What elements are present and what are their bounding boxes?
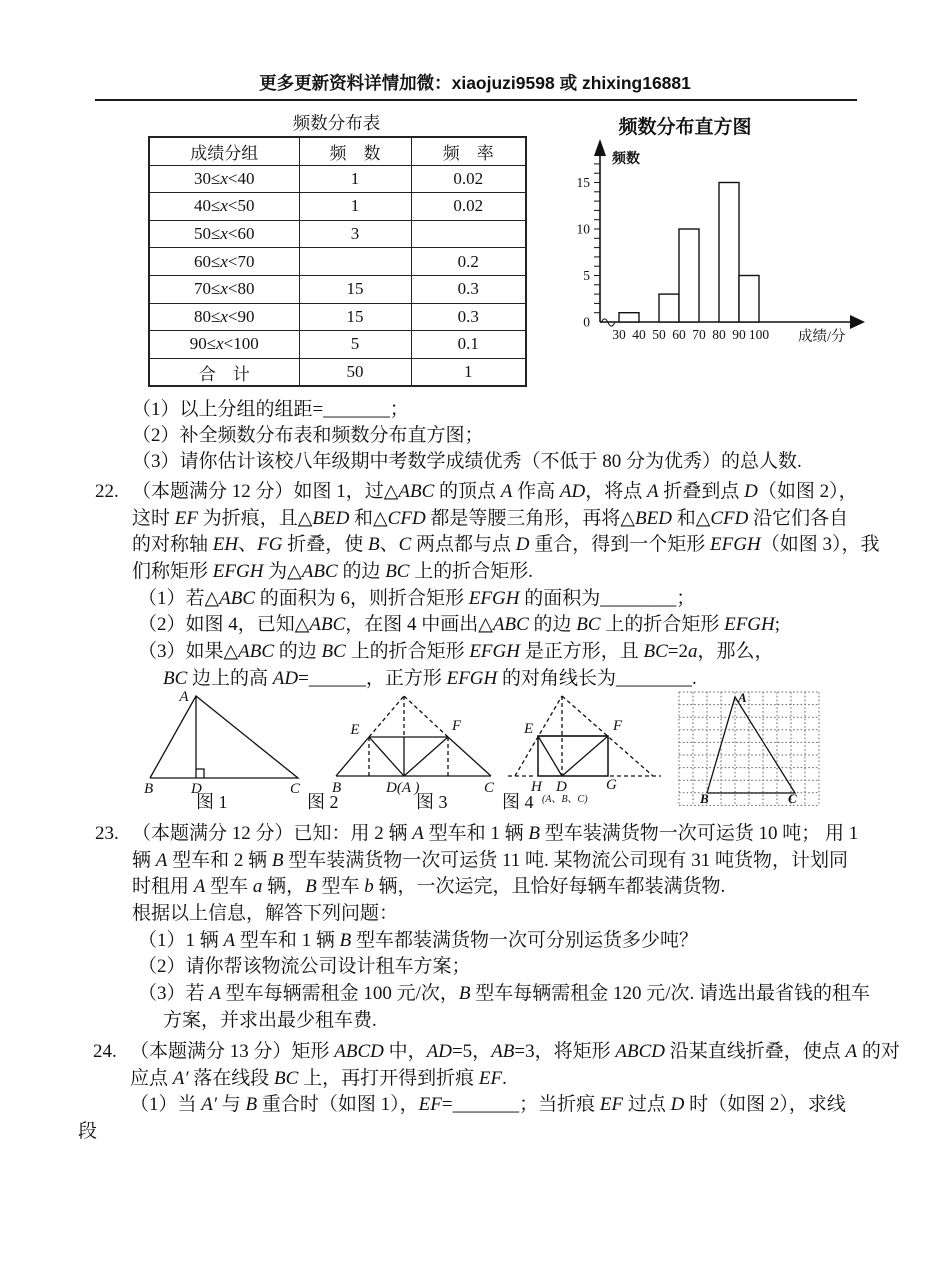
y-tick-label: 5 [583,268,590,283]
x-tick-label: 80 [712,327,726,342]
point-label-e: E [524,721,534,737]
figure-caption-2: 图 2 [307,792,339,812]
table-cell: 0.1 [411,331,526,359]
table-row [149,331,526,359]
table-cell: 70≤x<80 [149,275,299,303]
point-label-b: B [700,791,709,806]
x-axis-label: 成绩/分 [798,329,846,345]
column-header-freq: 频 数 [299,137,411,165]
table-cell: 15 [299,275,411,303]
freq-table [148,136,527,387]
x-tick-label: 70 [692,327,706,342]
coincide-note: (A、B、C) [542,794,588,805]
figure-caption-1: 图 1 [196,792,228,812]
table-cell: 50≤x<60 [149,220,299,248]
question-line: （3）若 A 型车每辆需租金 100 元/次，B 型车每辆需租金 120 元/次. 请选出最省钱的租车 [138,983,871,1005]
table-cell: 1 [411,358,526,386]
question-line: 应点 A′ 落在线段 BC 上，再打开得到折痕 EF. [130,1067,507,1089]
table-cell: 5 [299,331,411,359]
table-cell: 0.02 [411,193,526,221]
x-tick-label: 50 [652,327,666,342]
dotted-grid [679,692,819,805]
point-label-a: A [179,689,189,705]
table-row [149,193,526,221]
x-tick-label: 30 [612,327,626,342]
question-line: 方案，并求出最少租车费. [163,1009,377,1031]
y-tick-label: 10 [576,221,590,237]
question-line: （1）当 A′ 与 B 重合时（如图 1），EF=_______；当折痕 EF 过点 D 时（如图 2），求线 [130,1094,846,1116]
y-tick-label: 15 [576,175,590,190]
y-tick-label: 0 [583,314,590,330]
table-cell: 60≤x<70 [149,248,299,276]
histogram-bar [659,294,679,322]
point-label-e: E [350,722,360,738]
histogram-chart [570,136,870,362]
question-line: （本题满分 12 分）如图 1，过△ABC 的顶点 A 作高 AD，将点 A 折叠到点 D（如图 2）， [132,481,858,502]
column-header-rate: 频 率 [411,137,526,165]
question-line: （2）补全频数分布表和频数分布直方图； [132,425,484,446]
question-line: （1）以上分组的组距=_______； [132,399,409,420]
point-label-b: B [332,780,342,796]
y-axis-arrow-icon [594,139,606,156]
table-row [149,303,526,331]
table-cell: 合 计 [149,358,299,386]
table-cell: 50 [299,358,411,386]
point-label-a: A [738,690,747,705]
table-cell: 0.3 [411,275,526,303]
table-cell: 15 [299,303,411,331]
figure-caption-4: 图 4 [502,792,534,812]
table-cell [299,248,411,276]
table-cell: 1 [299,193,411,221]
question-23 [95,821,925,1035]
x-tick-label: 100 [748,327,770,342]
x-axis-arrow-icon [850,315,865,329]
table-row [149,165,526,193]
question-line: （2）请你帮该物流公司设计租车方案； [138,956,471,978]
table-row [149,275,526,303]
table-cell: 90≤x<100 [149,331,299,359]
table-cell: 40≤x<50 [149,193,299,221]
point-label-c: C [290,781,301,797]
question-line: BC 边上的高 AD=______，正方形 EFGH 的对角线长为________. [163,667,697,689]
point-label-c: C [484,780,495,796]
figure-caption-3: 图 3 [416,792,448,812]
histogram-bar [739,276,759,323]
figure-2-folded-triangle [328,686,500,796]
question-line: 段 [78,1121,98,1143]
point-label-b: B [144,781,154,797]
freq-table-title: 频数分布表 [292,113,381,133]
question-24 [78,1039,923,1146]
figure-1-triangle [140,688,320,798]
question-line: （2）如图 4，已知△ABC，在图 4 中画出△ABC 的边 BC 上的折合矩形 EFGH; [138,614,781,636]
question-number: 24. [93,1041,117,1062]
question-number: 23. [95,823,119,844]
point-label-d-a: D(A ) [386,780,420,796]
histogram-bar [619,313,639,322]
table-row [149,358,526,386]
question-line: （3）请你估计该校八年级期中考数学成绩优秀（不低于 80 分为优秀）的总人数. [132,451,802,472]
point-label-g: G [606,777,617,793]
x-tick-label: 90 [732,327,746,342]
question-line: 根据以上信息，解答下列问题： [132,903,399,925]
table-cell: 30≤x<40 [149,165,299,193]
table-cell: 1 [299,165,411,193]
question-line: （本题满分 12 分）已知：用 2 辆 A 型车和 1 辆 B 型车装满货物一次可运货 10 吨； 用 1 [132,823,859,844]
table-header-row [149,137,526,165]
x-tick-label: 60 [672,327,686,342]
question-line: （1）1 辆 A 型车和 1 辆 B 型车都装满货物一次可分别运货多少吨？ [138,929,699,951]
header-divider [95,99,857,101]
table-cell: 3 [299,220,411,248]
figure-4-grid-triangle [676,689,822,808]
point-label-d: D [556,779,567,795]
table-cell: 0.3 [411,303,526,331]
table-row [149,248,526,276]
table-cell [411,220,526,248]
point-label-f: F [613,718,623,734]
question-line: 的对称轴 EH、FG 折叠，使 B、C 两点都与点 D 重合，得到一个矩形 EFGH（如图 3），我 [132,534,880,556]
question-line: 辆 A 型车和 2 辆 B 型车装满货物一次可运货 11 吨. 某物流公司现有 31 吨货物，计划同 [132,849,849,871]
question-line: （3）如果△ABC 的边 BC 上的折合矩形 EFGH 是正方形，且 BC=2a，那么， [138,641,774,663]
histogram-bar [719,183,739,323]
point-label-h: H [531,779,542,795]
question-line: （本题满分 13 分）矩形 ABCD 中，AD=5，AB=3，将矩形 ABCD 沿某直线折叠，使点 A 的对 [130,1041,900,1062]
point-label-d: D [191,781,202,797]
table-cell: 80≤x<90 [149,303,299,331]
table-cell: 0.02 [411,165,526,193]
table-row [149,220,526,248]
table-cell: 0.2 [411,248,526,276]
histogram-bar [679,229,699,322]
question-line: 们称矩形 EFGH 为△ABC 的边 BC 上的折合矩形. [132,561,533,583]
point-label-f: F [452,718,462,734]
question-21-items [132,397,950,475]
y-axis-label: 频数 [612,152,640,167]
histogram-title: 频数分布直方图 [618,117,752,138]
question-line: 时租用 A 型车 a 辆，B 型车 b 辆，一次运完，且恰好每辆车都装满货物. [132,876,726,898]
freq-table-section [148,110,525,387]
header-note: 更多更新资料详情加微：xiaojuzi9598 或 zhixing16881 [259,73,691,93]
question-22 [95,479,925,693]
question-line: （1）若△ABC 的面积为 6，则折合矩形 EFGH 的面积为________； [138,587,696,609]
question-number: 22. [95,481,119,502]
column-header-group: 成绩分组 [149,137,299,165]
point-label-c: C [788,791,797,806]
question-line: 这时 EF 为折痕，且△BED 和△CFD 都是等腰三角形，再将△BED 和△CFD 沿它们各自 [132,507,849,529]
x-tick-label: 40 [632,327,646,342]
